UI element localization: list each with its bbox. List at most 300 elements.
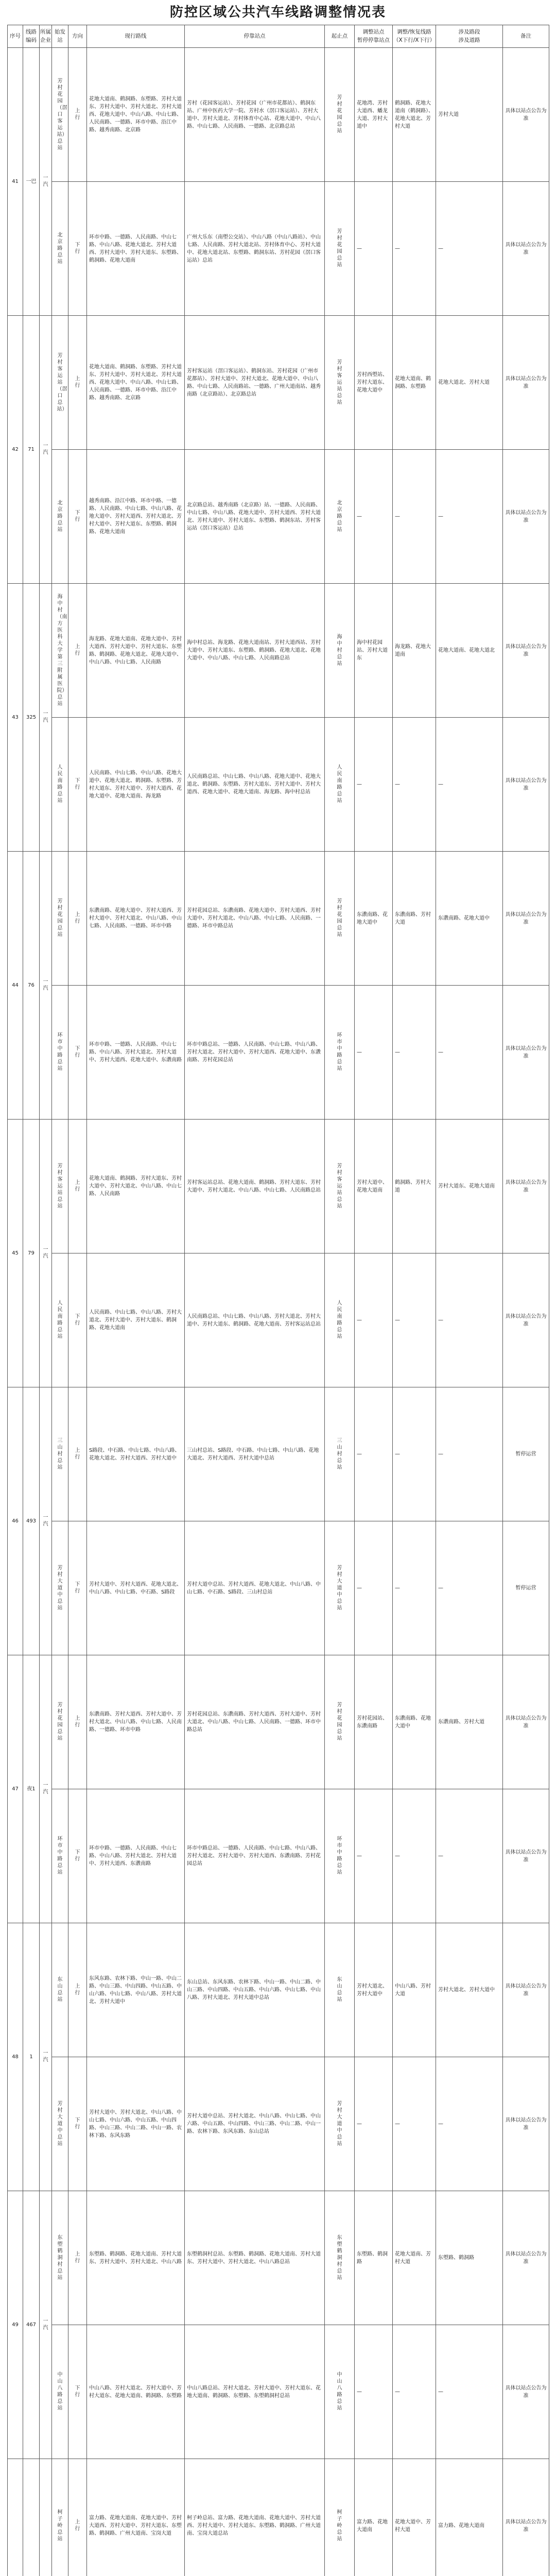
cell-direction-text: 下行 xyxy=(75,1314,80,1326)
cell-stops: 海中村总站、海龙路、花地大道南站、芳村大道西站、芳村大道中、芳村大道东、东塱路、鹤洞路、花地大道北、花地大道中、中山八路、中山七路、人民南路总站 xyxy=(185,584,325,718)
cell-stops: 中山八路总站、芳村大道北、芳村大道中、芳村大道东、花地大道南、鹤洞路、东塱路、东塱鹤洞村总站 xyxy=(185,2325,325,2459)
cell-direction-text: 上行 xyxy=(75,912,80,924)
table-row xyxy=(8,48,549,182)
header-resume xyxy=(393,25,436,48)
cell-direction xyxy=(68,2057,87,2191)
cell-company xyxy=(40,1655,52,1923)
cell-direction xyxy=(68,584,87,718)
table-row xyxy=(8,718,549,852)
cell-adjust: — xyxy=(355,1789,393,1923)
cell-road: — xyxy=(436,1789,503,1923)
cell-ends-text: 柯子岭总站 xyxy=(337,2509,342,2542)
cell-code: 一巴 xyxy=(23,48,40,316)
cell-stops: 东山总站、东风东路、农林下路、中山一路、中山二路、中山三路、中山四路、中山五路、中山六路、中山七路、中山八路、芳村大道北、芳村大道中总站 xyxy=(185,1923,325,2057)
cell-origin-text: 芳村花园总站 xyxy=(57,899,63,938)
header-resume-main: 调整/恢复线路 xyxy=(397,28,431,35)
table-row xyxy=(8,2459,549,2576)
cell-company xyxy=(40,1923,52,2191)
cell-direction-text: 上行 xyxy=(75,1716,80,1728)
cell-origin-text: 芳村花园（滘口客运站）总站 xyxy=(57,78,67,151)
cell-company xyxy=(40,1387,52,1655)
cell-origin-text: 东山总站 xyxy=(57,1977,63,2003)
cell-company-text: 一汽 xyxy=(43,2318,48,2331)
cell-origin xyxy=(52,1789,68,1923)
cell-direction-text: 上行 xyxy=(75,644,80,656)
cell-direction xyxy=(68,1655,87,1789)
cell-adjust: 花地湾、芳村大道西、蟠龙大道、芳村大道中 xyxy=(355,48,393,182)
cell-origin-text: 柯子岭总站 xyxy=(57,2509,63,2542)
table-row xyxy=(8,1789,549,1923)
cell-route: 环市中路、一德路、人民南路、中山七路、中山八路、芳村大道北、芳村大道中、芳村大道西、花地大道中、东漖南路 xyxy=(87,986,185,1120)
table-row xyxy=(8,182,549,316)
cell-origin xyxy=(52,718,68,852)
cell-ends xyxy=(325,2057,355,2191)
cell-route: 芳村大道中、芳村大道西、花地大道北、中山八路、中山七路、中石路、S路段 xyxy=(87,1521,185,1655)
cell-origin xyxy=(52,1655,68,1789)
cell-resume: 鹤洞路、花地大道南（鹤洞路）、花地大道北、芳村大道 xyxy=(393,48,436,182)
cell-ends-text: 芳村花园总站 xyxy=(337,229,342,268)
cell-no: 44 xyxy=(8,852,23,1120)
cell-resume: — xyxy=(393,2057,436,2191)
header-code: 线路编码 xyxy=(23,25,40,48)
cell-origin xyxy=(52,2057,68,2191)
cell-stops: 环市中路总站、一德路、人民南路、中山七路、中山八路、芳村大道北、芳村大道中、芳村大道西、花地大道中、东漖南路、芳村花园总站 xyxy=(185,986,325,1120)
cell-road: — xyxy=(436,182,503,316)
cell-resume: — xyxy=(393,1253,436,1387)
cell-ends xyxy=(325,718,355,852)
cell-road: 东塱路、鹤洞路 xyxy=(436,2191,503,2325)
cell-note: 具体以站点公告为准 xyxy=(503,2057,549,2191)
cell-origin xyxy=(52,986,68,1120)
table-row xyxy=(8,316,549,450)
cell-ends-text: 芳村客运站总站 xyxy=(337,1163,342,1209)
cell-direction xyxy=(68,1120,87,1253)
cell-route: 越秀南路、沿江中路、环市中路、一德路、人民南路、中山七路、中山八路、花地大道中、芳村大道西、芳村大道北、芳村大道中、芳村大道东、东塱路、鹤洞路、花地大道南 xyxy=(87,450,185,584)
cell-ends xyxy=(325,48,355,182)
cell-company-text: 一汽 xyxy=(43,1515,48,1527)
cell-stops: 柯子岭总站、富力路、花地大道南、花地大道中、芳村大道西、芳村大道中、芳村大道东、东塱路、鹤洞路、广州大道南、宝岗大道总站 xyxy=(185,2459,325,2576)
cell-adjust: 东塱路、鹤洞路 xyxy=(355,2191,393,2325)
cell-origin xyxy=(52,584,68,718)
cell-resume: 中山八路、芳村大道 xyxy=(393,1923,436,2057)
cell-resume: — xyxy=(393,1521,436,1655)
cell-no: 48 xyxy=(8,1923,23,2191)
cell-route: 人民南路、中山七路、中山八路、芳村大道北、芳村大道中、芳村大道东、鹤洞路、花地大道南 xyxy=(87,1253,185,1387)
cell-note: 具体以站点公告为准 xyxy=(503,450,549,584)
cell-route: 环市中路、一德路、人民南路、中山七路、中山八路、芳村大道北、芳村大道中、芳村大道西、东漖南路 xyxy=(87,1789,185,1923)
cell-ends xyxy=(325,852,355,986)
cell-origin-text: 北京路总站 xyxy=(57,232,63,265)
header-resume-sub: （X下行/X下行） xyxy=(393,37,435,43)
table-row xyxy=(8,1923,549,2057)
cell-note: 具体以站点公告为准 xyxy=(503,182,549,316)
cell-route: 海龙路、花地大道南、花地大道中、芳村大道西、芳村大道中、芳村大道东、东塱路、鹤洞路、花地大道北、花地大道中、中山八路、中山七路、人民南路 xyxy=(87,584,185,718)
cell-resume: — xyxy=(393,450,436,584)
cell-resume: 鹤洞路、芳村大道 xyxy=(393,1120,436,1253)
cell-ends-text: 东塱鹤洞村总站 xyxy=(337,2234,342,2281)
cell-company-text: 一汽 xyxy=(43,1783,48,1795)
cell-origin-text: 芳村大道中总站 xyxy=(57,2100,63,2147)
cell-ends-text: 人民南路总站 xyxy=(337,1300,342,1340)
cell-stops: 环市中路总站、一德路、人民南路、中山七路、中山八路、芳村大道北、芳村大道中、芳村大道西、东漖南路、芳村花园总站 xyxy=(185,1789,325,1923)
cell-direction-text: 上行 xyxy=(75,2519,80,2532)
cell-ends xyxy=(325,316,355,450)
cell-ends xyxy=(325,1120,355,1253)
header-direction: 方向 xyxy=(68,25,87,48)
cell-road: 花地大道北、芳村大道 xyxy=(436,316,503,450)
header-road xyxy=(436,25,503,48)
cell-ends xyxy=(325,450,355,584)
cell-origin xyxy=(52,2191,68,2325)
cell-direction xyxy=(68,48,87,182)
cell-stops: 芳村大道中总站、芳村大道西、花地大道北、中山八路、中山七路、中石路、S路段、三山村总站 xyxy=(185,1521,325,1655)
cell-origin xyxy=(52,450,68,584)
cell-adjust: 东漖南路、花地大道中 xyxy=(355,852,393,986)
cell-no: 47 xyxy=(8,1655,23,1923)
cell-road: 东漖南路、芳村大道 xyxy=(436,1655,503,1789)
cell-direction xyxy=(68,852,87,986)
cell-stops: 三山村总站、S路段、中石路、中山七路、中山八路、花地大道北、芳村大道西、芳村大道中总站 xyxy=(185,1387,325,1521)
table-row xyxy=(8,1521,549,1655)
cell-note: 具体以站点公告为准 xyxy=(503,2325,549,2459)
header-route: 现行路线 xyxy=(87,25,185,48)
header-company: 所属企业 xyxy=(40,25,52,48)
cell-origin-text: 人民南路总站 xyxy=(57,1300,63,1340)
cell-ends xyxy=(325,2459,355,2576)
cell-code xyxy=(23,2459,40,2576)
cell-company xyxy=(40,2191,52,2459)
cell-direction-text: 下行 xyxy=(75,1850,80,1862)
cell-resume: — xyxy=(393,986,436,1120)
cell-no: 42 xyxy=(8,316,23,584)
header-no: 序号 xyxy=(8,25,23,48)
cell-note: 暂停运营 xyxy=(503,1521,549,1655)
cell-adjust: — xyxy=(355,986,393,1120)
cell-stops: 东塱鹤洞村总站、东塱路、鹤洞路、花地大道南、芳村大道东、芳村大道中、芳村大道北、中山八路总站 xyxy=(185,2191,325,2325)
cell-company-text: 一汽 xyxy=(43,2050,48,2063)
cell-ends-text: 东山总站 xyxy=(337,1977,342,2003)
cell-adjust: — xyxy=(355,1387,393,1521)
cell-stops: 人民南路总站、中山七路、中山八路、芳村大道北、芳村大道中、芳村大道东、鹤洞路、花地大道南、芳村客运站总站 xyxy=(185,1253,325,1387)
cell-origin xyxy=(52,48,68,182)
cell-direction-text: 下行 xyxy=(75,1046,80,1058)
cell-direction-text: 上行 xyxy=(75,1448,80,1460)
cell-origin xyxy=(52,1253,68,1387)
header-ends: 起止点 xyxy=(325,25,355,48)
table-row xyxy=(8,1387,549,1521)
cell-resume: 东漖南路、芳村大道 xyxy=(393,852,436,986)
cell-adjust: — xyxy=(355,1253,393,1387)
cell-code: 71 xyxy=(23,316,40,584)
page-title: 防控区域公共汽车线路调整情况表 xyxy=(169,5,386,20)
cell-direction xyxy=(68,1253,87,1387)
cell-company xyxy=(40,48,52,316)
cell-ends-text: 芳村花园总站 xyxy=(337,899,342,938)
cell-origin-text: 芳村花园总站 xyxy=(57,1702,63,1741)
cell-ends-text: 三山村总站 xyxy=(337,1437,342,1470)
cell-company-text: 一汽 xyxy=(43,1247,48,1259)
cell-ends-text: 人民南路总站 xyxy=(337,765,342,804)
cell-road: — xyxy=(436,450,503,584)
table-row xyxy=(8,584,549,718)
cell-no: 49 xyxy=(8,2191,23,2459)
cell-road: — xyxy=(436,1387,503,1521)
cell-company xyxy=(40,584,52,852)
cell-direction-text: 上行 xyxy=(75,2251,80,2264)
cell-code: 467 xyxy=(23,2191,40,2459)
cell-route: 中山八路、芳村大道北、芳村大道中、芳村大道东、花地大道南、鹤洞路、东塱路 xyxy=(87,2325,185,2459)
cell-resume: — xyxy=(393,1789,436,1923)
cell-route: 东塱路、鹤洞路、花地大道南、芳村大道东、芳村大道中、芳村大道北、中山八路 xyxy=(87,2191,185,2325)
cell-note: 具体以站点公告为准 xyxy=(503,718,549,852)
cell-no: 45 xyxy=(8,1120,23,1387)
cell-origin xyxy=(52,316,68,450)
table-row xyxy=(8,852,549,986)
cell-direction xyxy=(68,718,87,852)
cell-route: 富力路、花地大道南、花地大道中、芳村大道西、芳村大道中、芳村大道东、东塱路、鹤洞路、广州大道南、宝岗大道 xyxy=(87,2459,185,2576)
cell-ends xyxy=(325,182,355,316)
cell-direction-text: 上行 xyxy=(75,108,80,121)
header-road-sub: 涉及道路 xyxy=(458,37,480,43)
cell-no: 46 xyxy=(8,1387,23,1655)
cell-stops: 芳村客运站（滘口客运站）、鹤洞东站、芳村花园（广州市花都站）、芳村大道中、芳村大道北、花地大道中、中山八路、中山七路、人民南路站、一德路、广州大道南站、越秀南路（北京路站）、北京路总站 xyxy=(185,316,325,450)
cell-direction xyxy=(68,1789,87,1923)
cell-note: 暂停运营 xyxy=(503,1387,549,1521)
cell-adjust: 海中村花园站、芳村大道东 xyxy=(355,584,393,718)
cell-ends xyxy=(325,1253,355,1387)
cell-note: 具体以站点公告为准 xyxy=(503,1789,549,1923)
cell-road: 芳村大道北、芳村大道中 xyxy=(436,1923,503,2057)
cell-road: — xyxy=(436,718,503,852)
cell-company xyxy=(40,316,52,584)
cell-no xyxy=(8,2459,23,2576)
cell-code: 79 xyxy=(23,1120,40,1387)
cell-route: 东漖南路、花地大道中、芳村大道西、芳村大道中、芳村大道北、中山八路、中山七路、人民南路、一德路、环市中路 xyxy=(87,852,185,986)
cell-note: 具体以站点公告为准 xyxy=(503,1253,549,1387)
cell-route: S路段、中石路、中山七路、中山八路、花地大道北、芳村大道西、芳村大道中 xyxy=(87,1387,185,1521)
cell-company-text: 一汽 xyxy=(43,443,48,455)
cell-stops: 芳村花园总站、东漖南路、花地大道中、芳村大道西、芳村大道中、芳村大道北、中山八路、中山七路、人民南路、一德路、环市中路总站 xyxy=(185,852,325,986)
header-adjust-main: 调整站点 xyxy=(362,28,385,35)
cell-note: 具体以站点公告为准 xyxy=(503,1120,549,1253)
cell-direction xyxy=(68,1387,87,1521)
cell-origin xyxy=(52,182,68,316)
cell-origin xyxy=(52,1120,68,1253)
cell-origin xyxy=(52,1387,68,1521)
cell-origin xyxy=(52,2325,68,2459)
cell-code: 325 xyxy=(23,584,40,852)
cell-road: 芳村大道东、花地大道南 xyxy=(436,1120,503,1253)
cell-code: 493 xyxy=(23,1387,40,1655)
cell-origin xyxy=(52,1521,68,1655)
cell-resume: 花地大道南、鹤洞路、东塱路 xyxy=(393,316,436,450)
cell-route: 东漖南路、芳村大道西、芳村大道中、芳村大道北、中山八路、中山七路、人民南路、一德路、环市中路 xyxy=(87,1655,185,1789)
cell-direction-text: 上行 xyxy=(75,1180,80,1192)
cell-no: 41 xyxy=(8,48,23,316)
table-row xyxy=(8,2325,549,2459)
header-road-main: 涉及路段 xyxy=(458,28,480,35)
cell-direction-text: 上行 xyxy=(75,376,80,388)
cell-origin-text: 海中村（南方医科大学第三附属医院）总站 xyxy=(57,594,67,707)
cell-resume: 花地大道南、芳村大道 xyxy=(393,2191,436,2325)
cell-note: 具体以站点公告为准 xyxy=(503,2191,549,2325)
header-note: 备注 xyxy=(503,25,549,48)
cell-ends xyxy=(325,1655,355,1789)
cell-resume: 东漖南路、花地大道中 xyxy=(393,1655,436,1789)
cell-direction-text: 下行 xyxy=(75,510,80,522)
cell-stops: 人民南路总站、中山七路、中山八路、花地大道中、花地大道北、鹤洞路、东塱路、芳村大道东、芳村大道中、芳村大道西、花地大道中、花地大道南、海龙路、海中村总站 xyxy=(185,718,325,852)
cell-adjust: — xyxy=(355,2325,393,2459)
cell-ends xyxy=(325,1923,355,2057)
cell-route: 人民南路、中山七路、中山八路、花地大道中、花地大道北、鹤洞路、东塱路、芳村大道东、芳村大道中、芳村大道西、花地大道中、花地大道南、海龙路 xyxy=(87,718,185,852)
cell-company-text: 一汽 xyxy=(43,711,48,723)
cell-stops: 芳村客运站总站、花地大道南、鹤洞路、芳村大道东、芳村大道中、芳村大道北、中山八路、中山七路、人民南路总站 xyxy=(185,1120,325,1253)
cell-ends-text: 芳村花园总站 xyxy=(337,95,342,134)
table-row xyxy=(8,2057,549,2191)
table-row xyxy=(8,1655,549,1789)
cell-note: 具体以站点公告为准 xyxy=(503,1923,549,2057)
cell-resume: 花地大道中、芳村大道 xyxy=(393,2459,436,2576)
cell-company-text: 一汽 xyxy=(43,175,48,188)
cell-origin-text: 北京路总站 xyxy=(57,500,63,533)
cell-direction-text: 下行 xyxy=(75,2385,80,2398)
cell-adjust: 芳村花园站、东漖南路 xyxy=(355,1655,393,1789)
table-row xyxy=(8,986,549,1120)
cell-route: 花地大道南、鹤洞路、芳村大道东、芳村大道中、芳村大道北、中山八路、中山七路、人民南路 xyxy=(87,1120,185,1253)
cell-direction-text: 下行 xyxy=(75,242,80,255)
table-row xyxy=(8,450,549,584)
cell-stops: 芳村大道中总站、芳村大道北、中山八路、中山七路、中山六路、中山五路、中山四路、中山三路、中山二路、中山一路、农林下路、东风东路、东山总站 xyxy=(185,2057,325,2191)
cell-company xyxy=(40,1120,52,1387)
cell-stops: 广州大乐东（南塱公交站）、中山八路（中山八路站）、中山七路、人民南路、芳村大道北站、芳村体育中心、芳村大道中、花地大道北站、东塱路、鹤洞东站、芳村花园（滘口客运站）总站 xyxy=(185,182,325,316)
cell-direction-text: 下行 xyxy=(75,1582,80,1594)
cell-adjust: — xyxy=(355,450,393,584)
cell-direction-text: 下行 xyxy=(75,2117,80,2130)
cell-stops: 芳村花园总站、东漖南路、芳村大道西、芳村大道中、芳村大道北、中山八路、中山七路、人民南路、一德路、环市中路总站 xyxy=(185,1655,325,1789)
cell-ends-text: 芳村客运站总站 xyxy=(337,359,342,405)
cell-direction-text: 下行 xyxy=(75,778,80,790)
cell-stops: 芳村（花园客运站）、芳村花园（广州市花都站）、鹤洞东站、广州中医药大学一院、芳村水（滘口客运站）、芳村大道中、芳村大道北、芳村体育中心站、花地大道中、中山八路、中山七路、人民南路、一德路、北京路总站 xyxy=(185,48,325,182)
table-header-row xyxy=(8,25,549,48)
cell-road: — xyxy=(436,2057,503,2191)
cell-road: 富力路、花地大道南 xyxy=(436,2459,503,2576)
cell-adjust: 芳村西塱站、芳村大道东、花地大道中 xyxy=(355,316,393,450)
cell-road: — xyxy=(436,2325,503,2459)
cell-code: 夜1 xyxy=(23,1655,40,1923)
header-adjust xyxy=(355,25,393,48)
cell-direction xyxy=(68,316,87,450)
cell-resume: — xyxy=(393,2325,436,2459)
cell-direction xyxy=(68,450,87,584)
table-row xyxy=(8,1120,549,1253)
cell-adjust: — xyxy=(355,718,393,852)
cell-origin-text: 环市中路总站 xyxy=(57,1032,63,1072)
cell-direction xyxy=(68,2191,87,2325)
cell-origin-text: 三山村总站 xyxy=(57,1437,63,1470)
cell-company xyxy=(40,2459,52,2576)
cell-direction xyxy=(68,1521,87,1655)
cell-ends-text: 中山八路总站 xyxy=(337,2372,342,2411)
cell-company-text: 一汽 xyxy=(43,979,48,991)
cell-resume: — xyxy=(393,182,436,316)
cell-direction xyxy=(68,182,87,316)
table-body xyxy=(8,48,549,2576)
cell-ends-text: 芳村大道中总站 xyxy=(337,2100,342,2147)
cell-company xyxy=(40,852,52,1120)
cell-resume: — xyxy=(393,718,436,852)
cell-origin-text: 芳村客运站总站 xyxy=(57,1163,63,1209)
cell-route: 东风东路、农林下路、中山一路、中山二路、中山三路、中山四路、中山五路、中山六路、中山七路、中山八路、芳村大道北、芳村大道中 xyxy=(87,1923,185,2057)
cell-note: 具体以站点公告为准 xyxy=(503,986,549,1120)
cell-direction xyxy=(68,2325,87,2459)
cell-origin-text: 芳村大道中总站 xyxy=(57,1565,63,1611)
cell-origin xyxy=(52,2459,68,2576)
cell-ends xyxy=(325,2191,355,2325)
cell-ends-text: 环市中路总站 xyxy=(337,1032,342,1072)
cell-ends xyxy=(325,986,355,1120)
cell-no: 43 xyxy=(8,584,23,852)
cell-note: 具体以站点公告为准 xyxy=(503,316,549,450)
route-table xyxy=(7,25,549,2576)
cell-road: 花地大道南、花地大道北 xyxy=(436,584,503,718)
header-stops: 停靠站点 xyxy=(185,25,325,48)
cell-road: — xyxy=(436,986,503,1120)
table-row xyxy=(8,2191,549,2325)
cell-ends xyxy=(325,2325,355,2459)
cell-origin-text: 中山八路总站 xyxy=(57,2372,63,2411)
cell-resume: — xyxy=(393,1387,436,1521)
cell-origin-text: 芳村客运站（滘口总站） xyxy=(57,352,67,412)
cell-origin xyxy=(52,1923,68,2057)
cell-ends-text: 海中村总站 xyxy=(337,634,342,667)
cell-adjust: — xyxy=(355,1521,393,1655)
cell-adjust: 芳村大道中、花地大道南 xyxy=(355,1120,393,1253)
cell-ends xyxy=(325,1789,355,1923)
cell-direction xyxy=(68,1923,87,2057)
cell-road: 芳村大道 xyxy=(436,48,503,182)
cell-ends-text: 环市中路总站 xyxy=(337,1836,342,1875)
cell-adjust: 富力路、花地大道南 xyxy=(355,2459,393,2576)
header-origin: 始发站 xyxy=(52,25,68,48)
table-row xyxy=(8,1253,549,1387)
cell-note: 具体以站点公告为准 xyxy=(503,852,549,986)
cell-direction xyxy=(68,986,87,1120)
cell-ends-text: 芳村花园总站 xyxy=(337,1702,342,1741)
header-adjust-sub: 暂停停靠站点 xyxy=(357,37,390,43)
cell-route: 花地大道南、鹤洞路、东塱路、芳村大道东、芳村大道中、芳村大道北、芳村大道西、花地大道中、中山八路、中山七路、人民南路、一德路、环市中路、沿江中路、越秀南路、北京路 xyxy=(87,316,185,450)
cell-ends-text: 芳村大道中总站 xyxy=(337,1565,342,1611)
cell-road: 东漖南路、花地大道中 xyxy=(436,852,503,986)
cell-route: 花地大道南、鹤洞路、东塱路、芳村大道东、芳村大道中、芳村大道北、芳村大道西、花地大道中、中山八路、中山七路、人民南路、一德路、环市中路、沿江中路、越秀南路、北京路 xyxy=(87,48,185,182)
cell-note: 具体以站点公告为准 xyxy=(503,1655,549,1789)
cell-origin-text: 环市中路总站 xyxy=(57,1836,63,1875)
cell-route: 环市中路、一德路、人民南路、中山七路、中山八路、花地大道北、芳村大道西、芳村大道中、芳村大道东、东塱路、鹤洞路、花地大道南 xyxy=(87,182,185,316)
cell-note: 具体以站点公告为准 xyxy=(503,584,549,718)
cell-ends xyxy=(325,1387,355,1521)
cell-resume: 海龙路、花地大道南 xyxy=(393,584,436,718)
cell-note: 具体以站点公告为准 xyxy=(503,2459,549,2576)
cell-code: 76 xyxy=(23,852,40,1120)
cell-note: 具体以站点公告为准 xyxy=(503,48,549,182)
cell-origin-text: 人民南路总站 xyxy=(57,765,63,804)
cell-adjust: — xyxy=(355,2057,393,2191)
cell-direction-text: 上行 xyxy=(75,1984,80,1996)
cell-road: — xyxy=(436,1521,503,1655)
cell-origin xyxy=(52,852,68,986)
cell-route: 芳村大道中、芳村大道北、中山八路、中山七路、中山六路、中山五路、中山四路、中山三路、中山二路、中山一路、农林下路、东风东路 xyxy=(87,2057,185,2191)
cell-ends xyxy=(325,584,355,718)
cell-direction xyxy=(68,2459,87,2576)
